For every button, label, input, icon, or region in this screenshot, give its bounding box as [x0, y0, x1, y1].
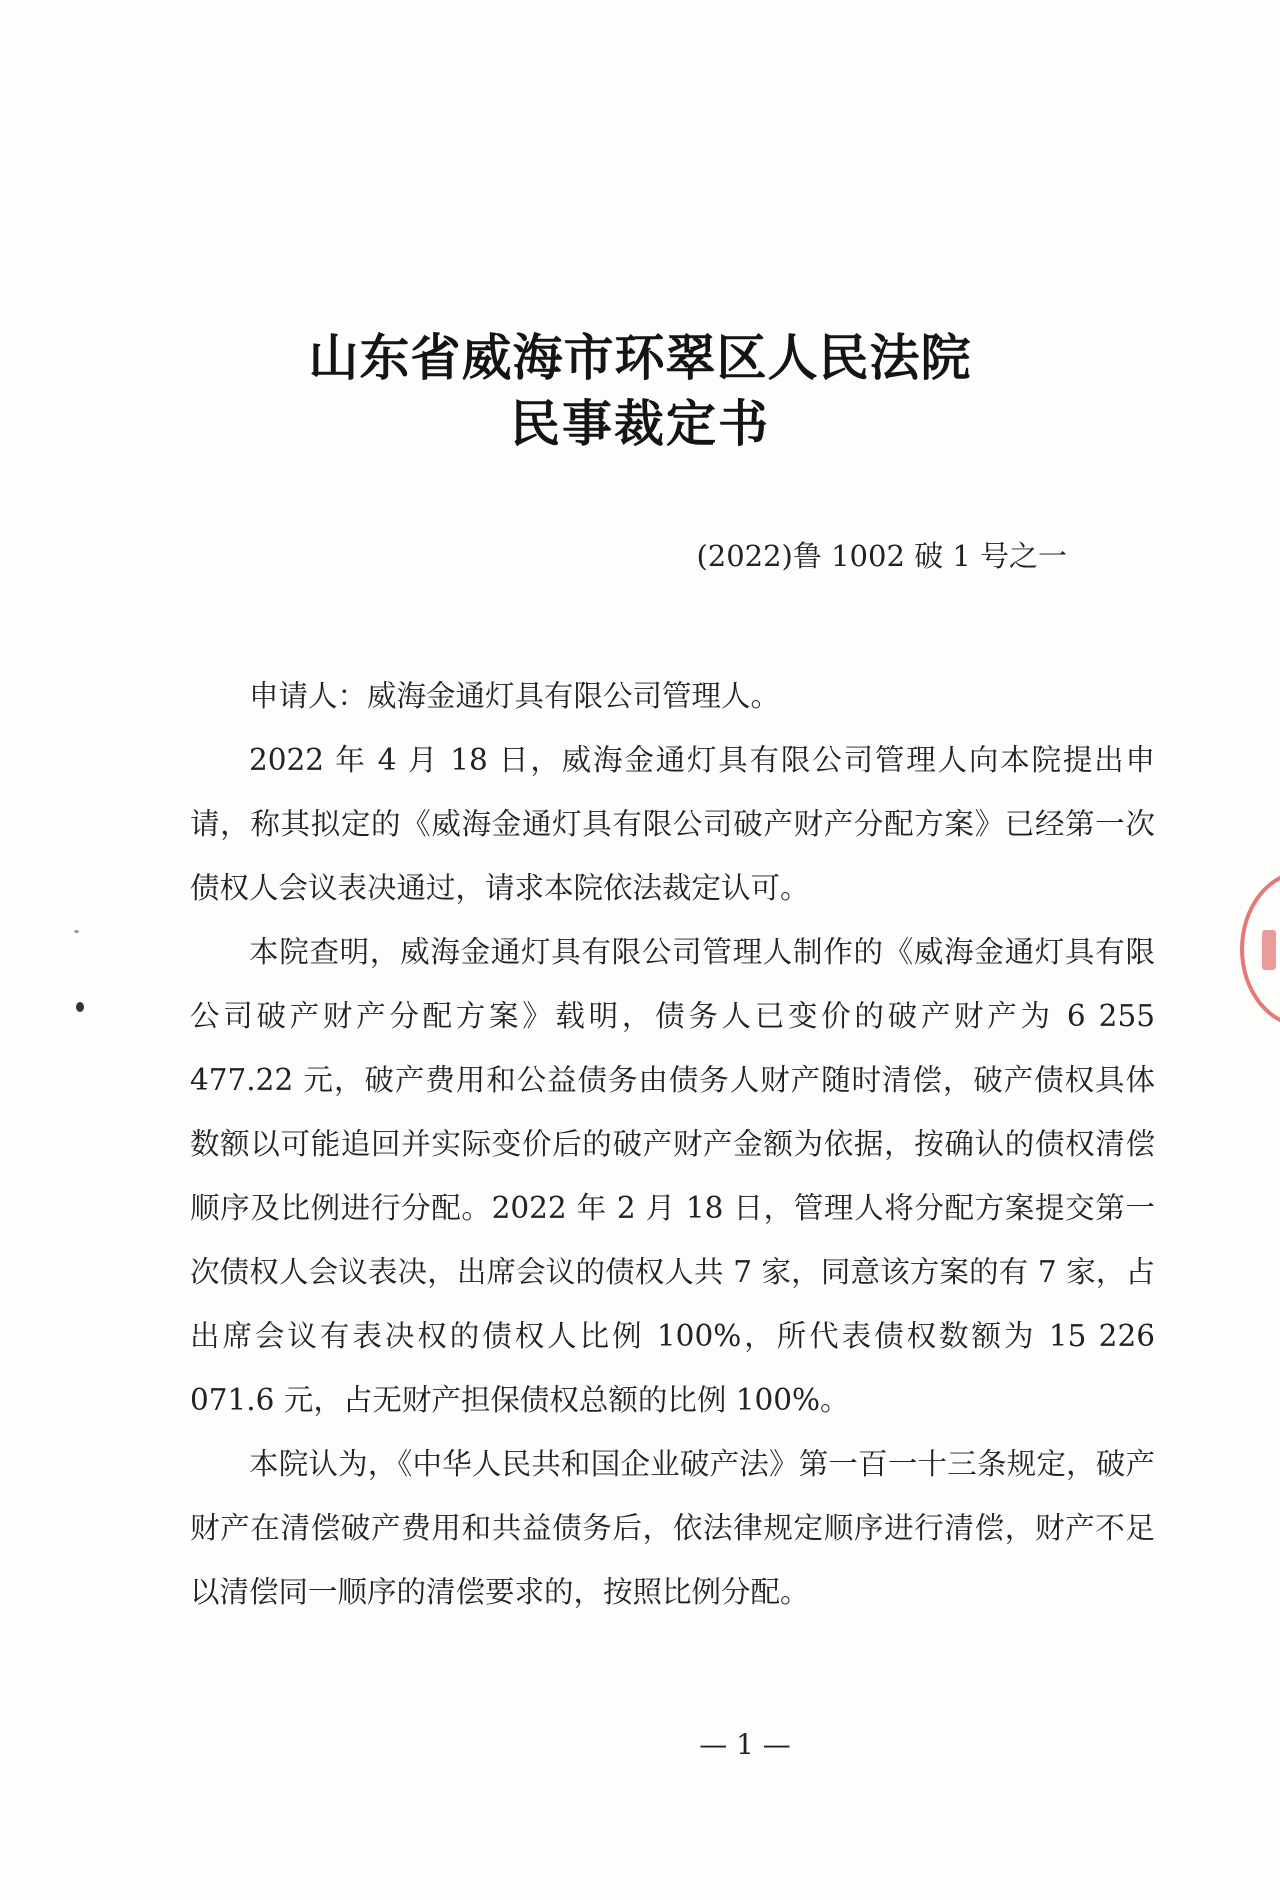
applicant-paragraph: 申请人：威海金通灯具有限公司管理人。: [249, 679, 781, 713]
seal-mark-icon: [1262, 930, 1276, 970]
reasoning-paragraph: 本院认为，《中华人民共和国企业破产法》第一百一十三条规定，破产财产在清偿破产费用和共益债务后，依法律规定顺序进行清偿，财产不足以清偿同一顺序的清偿要求的，按照比例分配。: [190, 1447, 1155, 1609]
scan-speck: [74, 930, 79, 933]
findings-paragraph: 本院查明，威海金通灯具有限公司管理人制作的《威海金通灯具有限公司破产财产分配方案》载明，债务人已变价的破产财产为 6 255 477.22 元，破产费用和公益债务由债务人财产随时清偿，破产债权具体数额以可能追回并实际变价后的破产财产金额为依据，按确认的债权清偿顺序及比例进行分配。2022 年 2 月 18 日，管理人将分配方案提交第一次债权人会议表决，出席会议的债权人共 7 家，同意该方案的有 7 家，占出席会议有表决权的债权人比例 100%，所代表债权数额为 15 226 071.6 元，占无财产担保债权总额的比例 100%。: [190, 935, 1155, 1417]
scan-speck: [76, 1002, 84, 1012]
page-number: — 1 —: [699, 1728, 791, 1761]
application-paragraph: 2022 年 4 月 18 日，威海金通灯具有限公司管理人向本院提出申请，称其拟定的《威海金通灯具有限公司破产财产分配方案》已经第一次债权人会议表决通过，请求本院依法裁定认可。: [190, 743, 1155, 905]
case-number: (2022)鲁 1002 破 1 号之一: [696, 539, 1067, 573]
document-body: [190, 664, 1155, 1624]
document-title: 民事裁定书: [510, 394, 770, 453]
court-name: 山东省威海市环翠区人民法院: [308, 328, 972, 387]
